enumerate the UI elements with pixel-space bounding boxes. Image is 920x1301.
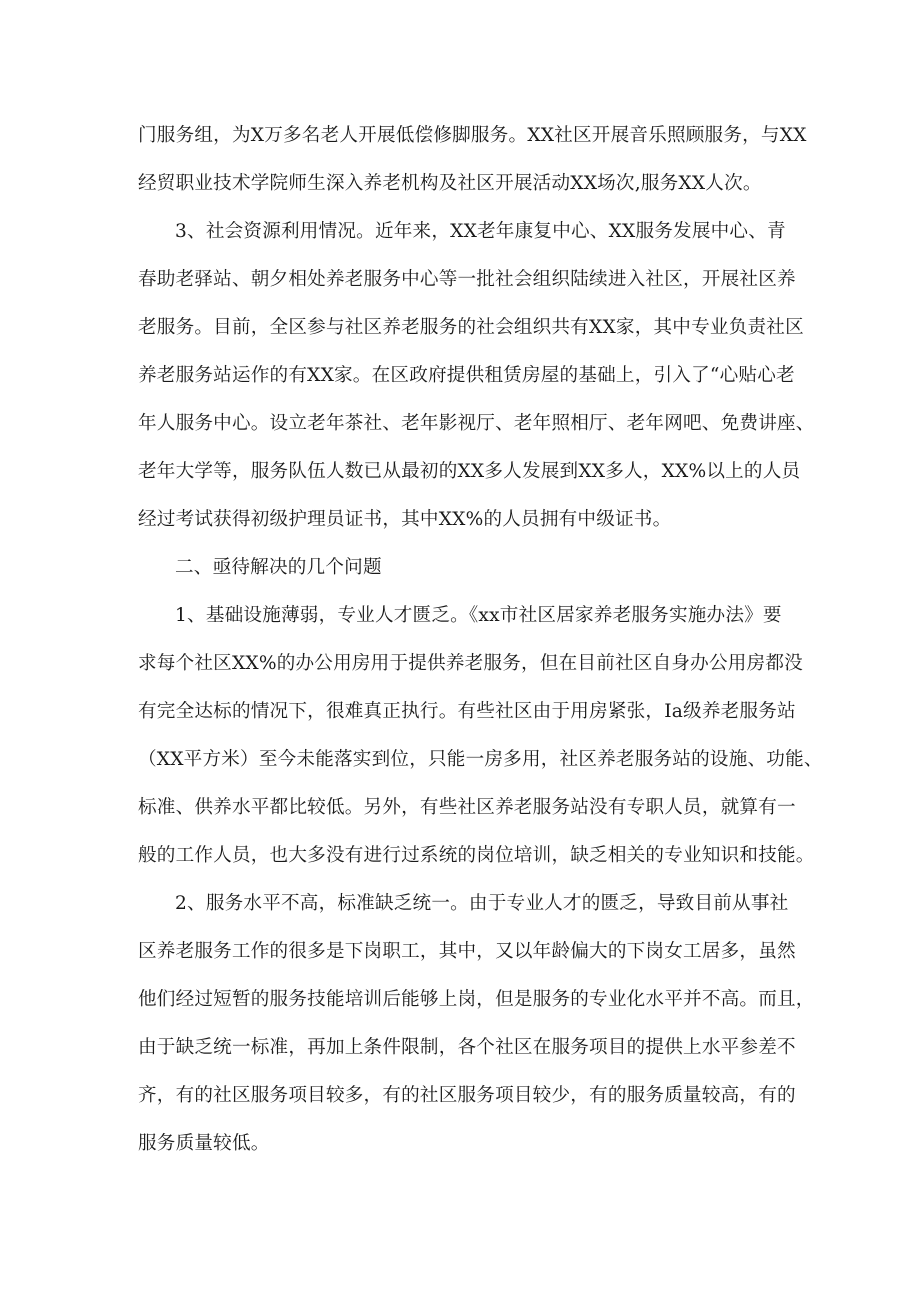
text-line: 区养老服务工作的很多是下岗职工，其中，又以年龄偏大的下岗女工居多，虽然 <box>138 941 796 962</box>
text-line: 经贸职业技术学院师生深入养老机构及社区开展活动XX场次,服务XX人次。 <box>138 173 762 194</box>
document-body <box>138 112 823 1168</box>
paragraph-start-line: 3、社会资源利用情况。近年来，XX老年康复中心、XX服务发展中心、青 <box>175 221 786 242</box>
text-line: 般的工作人员，也大多没有进行过系统的岗位培训，缺乏相关的专业知识和技能。 <box>138 845 815 866</box>
text-line: 门服务组，为X万多名老人开展低偿修脚服务。XX社区开展音乐照顾服务，与XX <box>138 125 807 146</box>
text-line: 由于缺乏统一标准，再加上条件限制，各个社区在服务项目的提供上水平参差不 <box>138 1037 796 1058</box>
text-line: 养老服务站运作的有XX家。在区政府提供租赁房屋的基础上，引入了“心贴心老 <box>138 365 795 386</box>
text-line: 春助老驿站、朝夕相处养老服务中心等一批社会组织陆续进入社区，开展社区养 <box>138 269 796 290</box>
text-line: 年人服务中心。设立老年茶社、老年影视厅、老年照相厅、老年网吧、免费讲座、 <box>138 413 815 434</box>
section-heading: 二、亟待解决的几个问题 <box>175 557 382 578</box>
text-line: 有完全达标的情况下，很难真正执行。有些社区由于用房紧张，Ia级养老服务站 <box>138 701 796 722</box>
text-line: 经过考试获得初级护理员证书，其中XX%的人员拥有中级证书。 <box>138 509 672 530</box>
paragraph-start-line: 2、服务水平不高，标准缺乏统一。由于专业人才的匮乏，导致目前从事社 <box>175 893 789 914</box>
text-line: 标准、供养水平都比较低。另外，有些社区养老服务站没有专职人员，就算有一 <box>138 797 796 818</box>
paragraph-start-line: 1、基础设施薄弱，专业人才匮乏。《xx市社区居家养老服务实施办法》要 <box>175 605 782 626</box>
text-line: 服务质量较低。 <box>138 1133 270 1154</box>
text-line: 老年大学等，服务队伍人数已从最初的XX多人发展到XX多人，XX%以上的人员 <box>138 461 801 482</box>
text-line: 齐，有的社区服务项目较多，有的社区服务项目较少，有的服务质量较高，有的 <box>138 1085 796 1106</box>
text-line: 老服务。目前，全区参与社区养老服务的社会组织共有XX家，其中专业负责社区 <box>138 317 804 338</box>
text-line: 他们经过短暂的服务技能培训后能够上岗，但是服务的专业化水平并不高。而且， <box>138 989 815 1010</box>
text-line: 求每个社区XX%的办公用房用于提供养老服务，但在目前社区自身办公用房都没 <box>138 653 803 674</box>
text-line: （XX平方米）至今未能落实到位，只能一房多用，社区养老服务站的设施、功能、 <box>138 749 823 770</box>
